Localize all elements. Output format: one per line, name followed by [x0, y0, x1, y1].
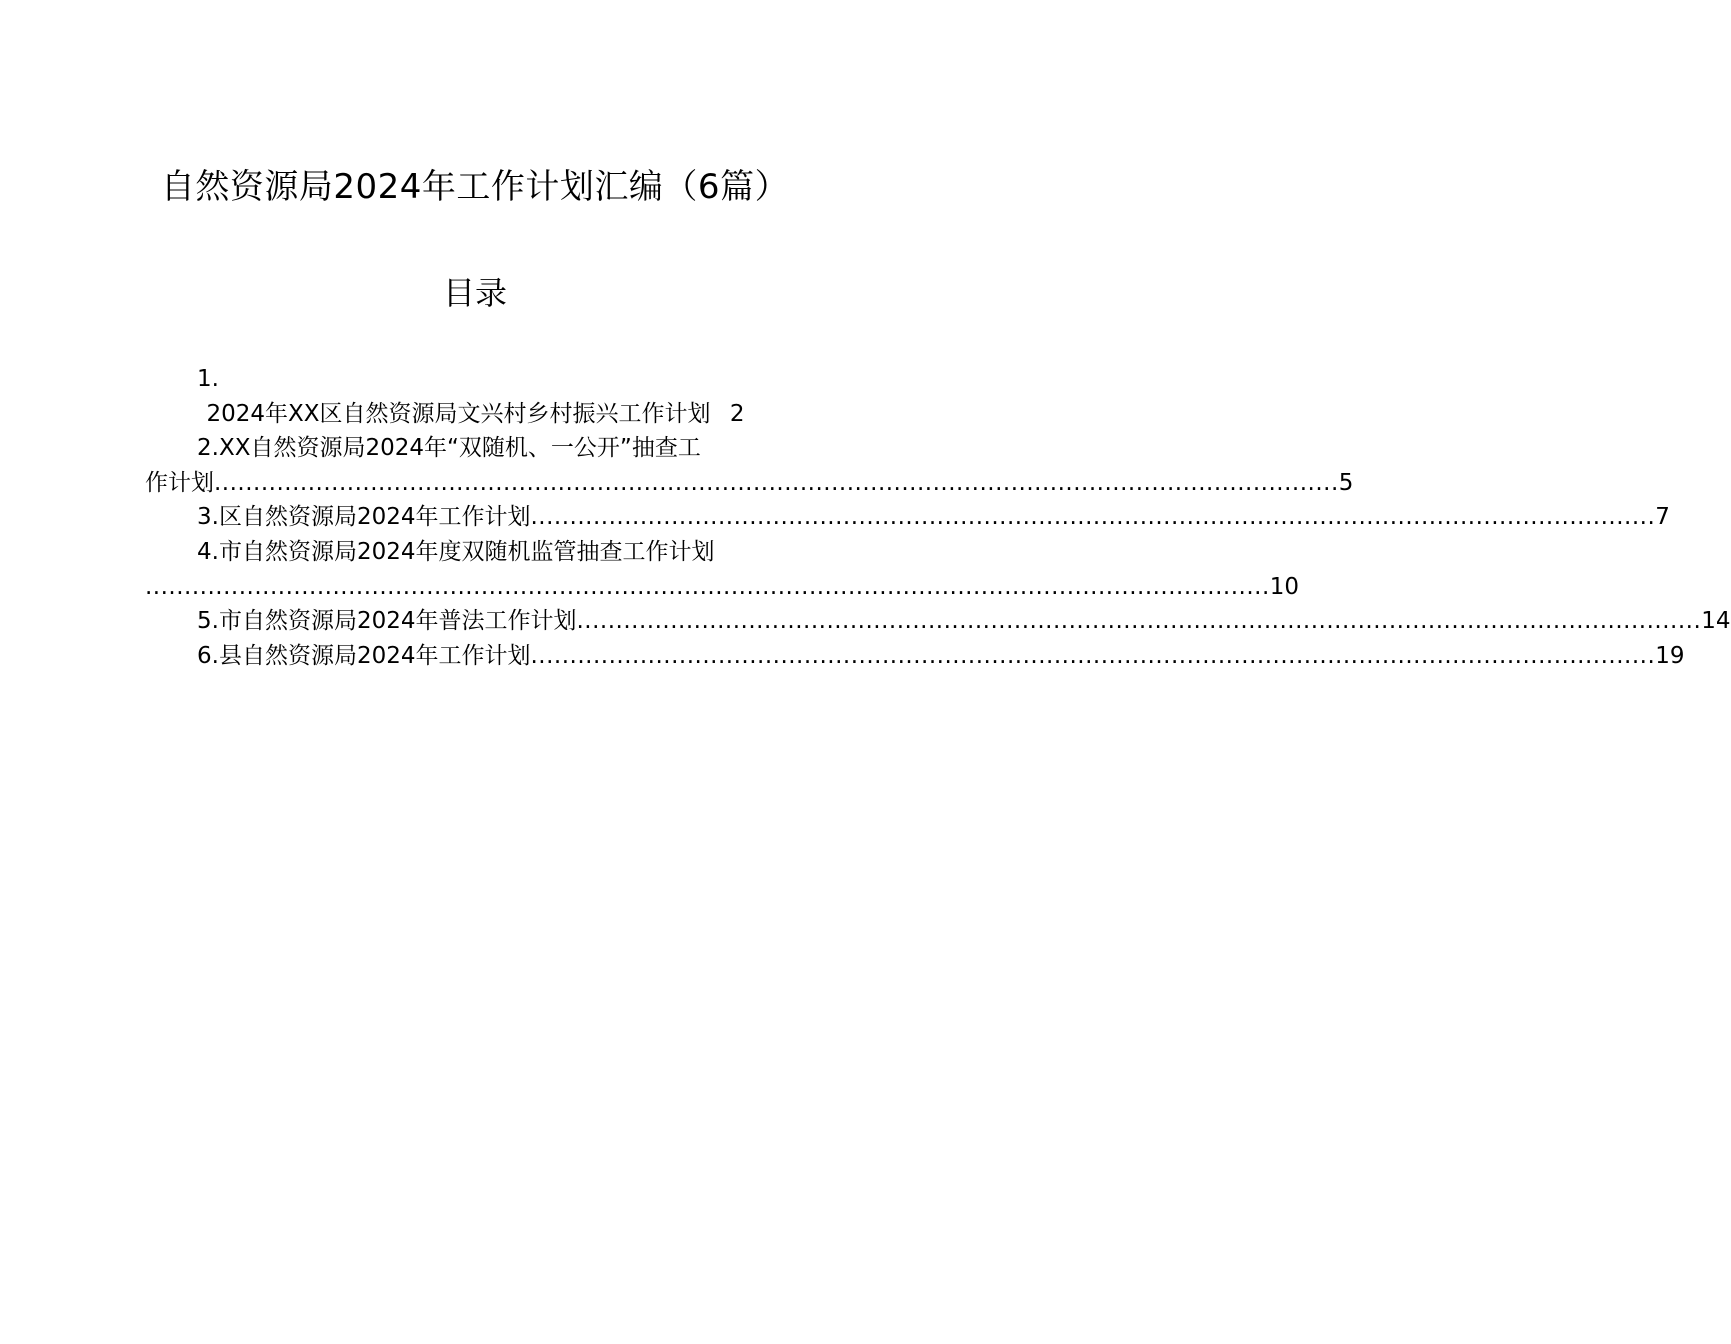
toc-entry-1-page: 2 — [729, 400, 745, 427]
toc-leader-dots: ................................................................................................................................................ — [214, 469, 1339, 496]
toc-entry-2-title-line1[interactable]: 2.XX自然资源局2024年“双随机、一公开”抽查工 — [197, 435, 701, 462]
toc-entry-1-title: 2024年XX区自然资源局文兴村乡村振兴工作计划 — [206, 400, 711, 427]
toc-entry-4-title[interactable]: 4.市自然资源局2024年度双随机监管抽查工作计划 — [197, 538, 715, 565]
toc-entry-1-number[interactable]: 1. — [197, 366, 219, 392]
toc-entry-3[interactable] — [145, 500, 1670, 535]
toc-entry-5-title: 5.市自然资源局2024年普法工作计划 — [197, 608, 577, 635]
toc-entry-2-title-line2: 作计划 — [145, 469, 214, 496]
toc-entry-3-page: 7 — [1655, 504, 1670, 531]
toc-entry-6-title: 6.县自然资源局2024年工作计划 — [197, 642, 531, 669]
toc-leader-dots: ................................................................................................................................................ — [530, 642, 1656, 669]
toc-entry-6-page: 19 — [1655, 642, 1685, 669]
toc-leader-dots: ................................................................................................................................................ — [576, 608, 1702, 635]
toc-leader-dots: ................................................................................................................................................ — [530, 504, 1656, 531]
toc-entry-6[interactable] — [145, 639, 1685, 674]
toc-entry-3-title: 3.区自然资源局2024年工作计划 — [197, 504, 531, 531]
toc-entry-5-page: 14 — [1701, 608, 1731, 635]
toc-heading: 目录 — [442, 274, 507, 312]
toc-entry-4-page: 10 — [1269, 573, 1300, 600]
toc-entry-2-page: 5 — [1338, 469, 1354, 496]
toc-entry-5[interactable] — [145, 604, 1731, 639]
toc-entry-1[interactable] — [145, 397, 806, 432]
table-of-contents — [145, 362, 1731, 673]
toc-leader-dots: ................................................................................................................................................ — [145, 573, 1270, 600]
toc-entry-4[interactable] — [145, 570, 1300, 605]
document-title: 自然资源局2024年工作计划汇编（6篇） — [160, 167, 790, 207]
toc-entry-2[interactable] — [145, 466, 1354, 501]
